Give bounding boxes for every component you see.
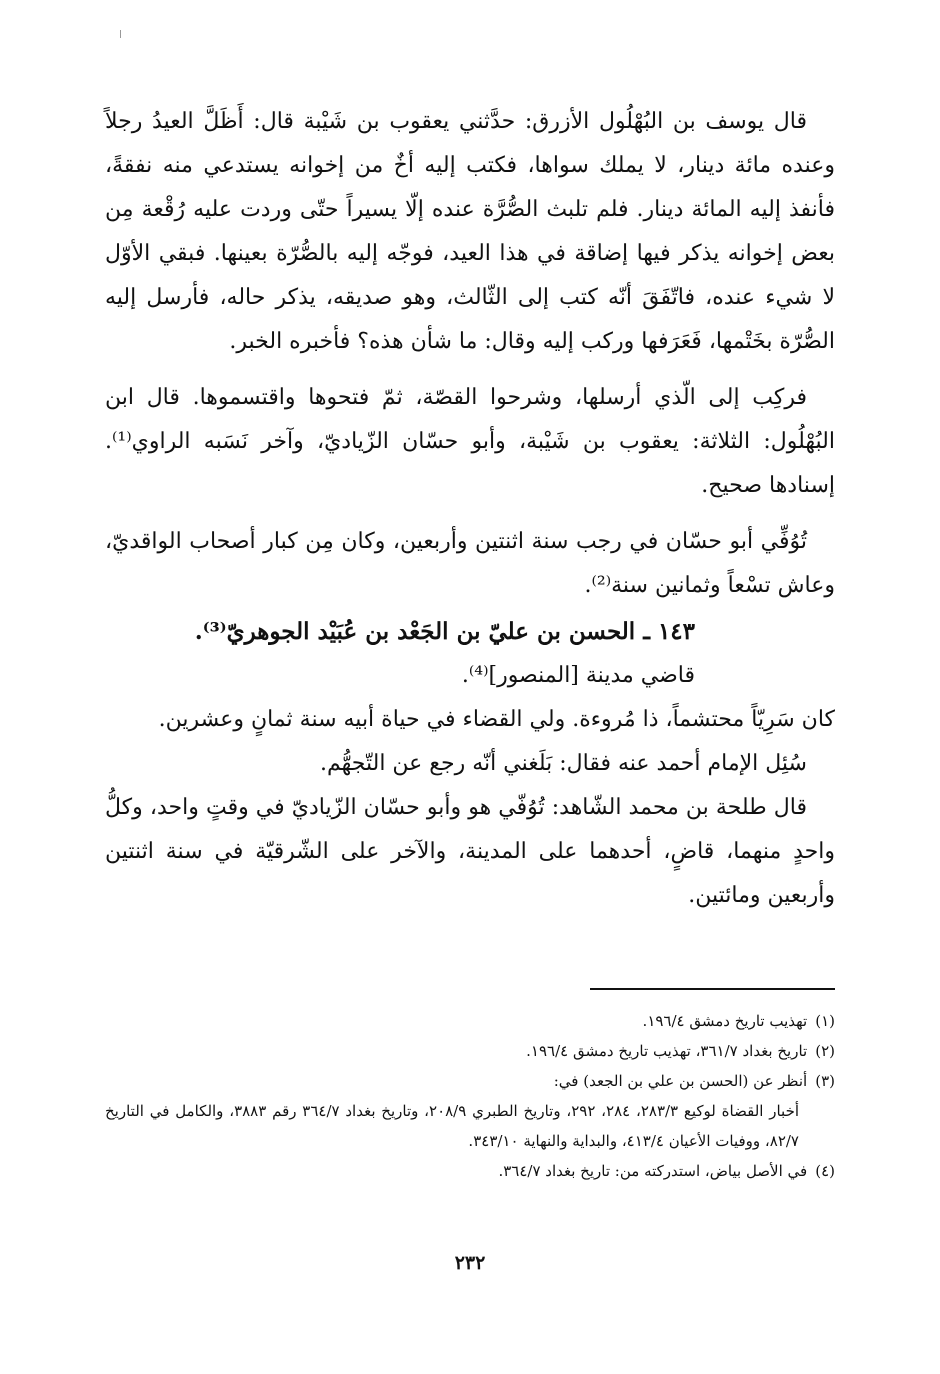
paragraph-talha: قال طلحة بن محمد الشّاهد: تُوُفّي هو وأبو حسّان الزّياديّ في وقتٍ واحد، وكلُّ واحدٍ منهما، قاضٍ، أحدهما على المدينة، والآخر على الشّرقيّة في سنة اثنتين وأربعين ومائتين. — [105, 795, 836, 908]
footnote-text: تهذيب تاريخ دمشق ١٩٦/٤. — [642, 1012, 808, 1030]
paragraph-imam-ahmad: سُئِل الإمام أحمد عنه فقال: بَلَغني أنّه رجع عن التّجهُّم. — [320, 751, 807, 776]
footnote-number: (١) — [815, 1012, 835, 1030]
paragraph-biography: كان سَرِيّاً محتشماً، ذا مُروءة. ولي القضاء في حياة أبيه سنة ثمانٍ وعشرين. — [158, 707, 835, 732]
footnote-2 — [105, 1036, 835, 1066]
footnote-number: (٤) — [815, 1162, 835, 1180]
main-text — [105, 100, 835, 918]
footnote-1 — [105, 1006, 835, 1036]
footnote-text: تاريخ بغداد ٣٦١/٧، تهذيب تاريخ دمشق ١٩٦/٤. — [526, 1042, 808, 1060]
footnote-3-sources: أخبار القضاة لوكيع ٢٨٣/٣، ٢٨٤، ٢٩٢، وتاريخ الطبري ٢٠٨/٩، وتاريخ بغداد ٣٦٤/٧ رقم ٣٨٨٣، والكامل في التاريخ ٨٢/٧، ووفيات الأعيان ٤١٣/٤، والبداية والنهاية ٣٤٣/١٠. — [105, 1102, 800, 1150]
scan-mark — [120, 30, 121, 38]
entry-subtitle: قاضي مدينة [المنصور]⁽⁴⁾. — [461, 663, 695, 688]
footnote-text: أنظر عن (الحسن بن علي بن الجعد) في: — [553, 1072, 808, 1090]
paragraph-death-note: تُوُفِّي أبو حسّان في رجب سنة اثنتين وأربعين، وكان مِن كبار أصحاب الواقديّ، وعاش تسْعاً وثمانين سنة⁽²⁾. — [105, 529, 835, 598]
footnotes — [105, 1006, 835, 1186]
footnote-divider — [590, 988, 835, 990]
footnote-text: في الأصل بياض، استدركته من: تاريخ بغداد ٣٦٤/٧. — [498, 1162, 808, 1180]
paragraph-story-continued: فركِب إلى الّذي أرسلها، وشرحوا القصّة، ثمّ فتحوها واقتسموها. قال ابن البُهْلُول: الثلاثة: يعقوب بن شَيْبة، وأبو حسّان الزّياديّ، وآخر نَسَبه الراوي⁽¹⁾. إسنادها صحيح. — [105, 385, 835, 498]
footnote-4 — [105, 1156, 835, 1186]
entry-heading: ١٤٣ ـ الحسن بن عليّ بن الجَعْد بن عُبَيْد الجوهريّ⁽³⁾. — [194, 618, 695, 645]
paragraph-story: قال يوسف بن البُهْلُول الأزرق: حدَّثني يعقوب بن شَيْبة قال: أَظَلَّ العيدُ رجلاً وعنده مائة دينار، لا يملك سواها، فكتب إليه أخٌ من إخوانه يستدعي منه نفقةً، فأنفذ إليه المائة دينار. فلم تلبث الصُّرَّة عنده إلّا يسيراً حتّى وردت عليه رُقْعة مِن بعض إخوانه يذكر فيها إضاقة في هذا العيد، فوجّه إليه بالصُّرّة بعينها. فبقي الأوّل لا شيء عنده، فاتّفَقَ أنّه كتب إلى الثّالث، وهو صديقه، يذكر حاله، فأرسل إليه الصُّرّة بخَتْمها، فَعَرَفها وركب إليه وقال: ما شأن هذه؟ فأخبره الخبر. — [105, 109, 835, 354]
page-number: ٢٣٢ — [454, 1252, 486, 1274]
footnote-3 — [105, 1066, 835, 1096]
footnote-number: (٣) — [815, 1072, 835, 1090]
footnote-number: (٢) — [815, 1042, 835, 1060]
